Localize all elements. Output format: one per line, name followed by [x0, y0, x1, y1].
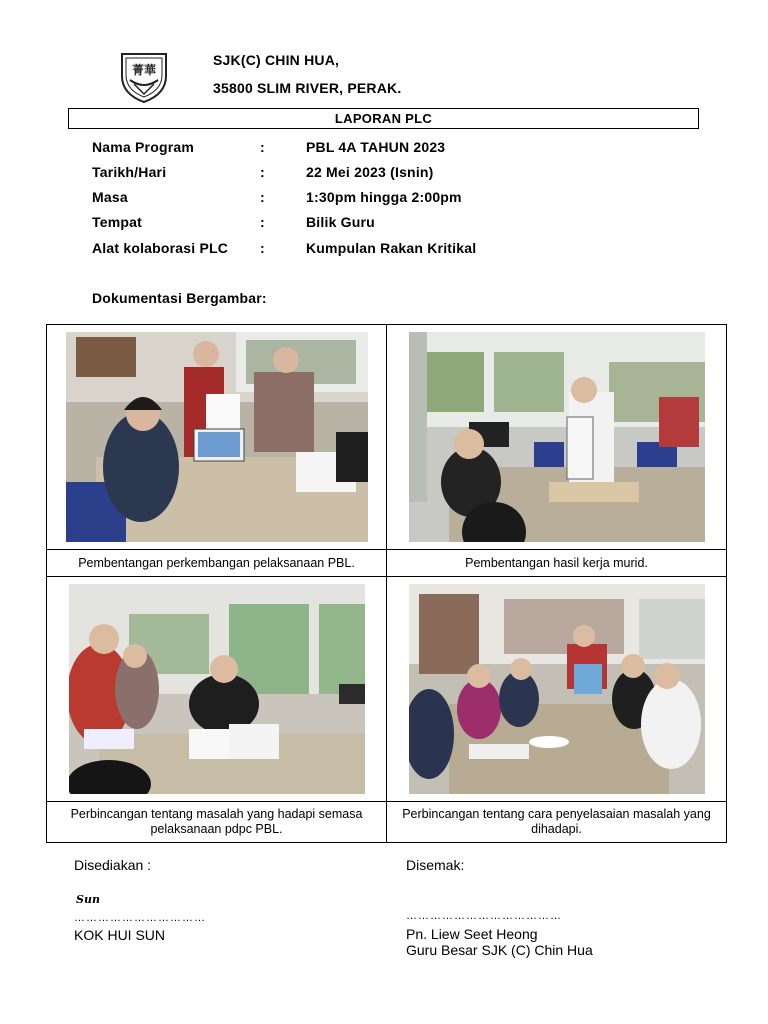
signature-line: ……………………………: [74, 912, 206, 924]
info-label: Nama Program: [92, 139, 194, 155]
photo-caption: Pembentangan perkembangan pelaksanaan PBL.: [47, 550, 387, 577]
info-value: PBL 4A TAHUN 2023: [306, 139, 446, 155]
checked-by-label: Disemak:: [406, 857, 465, 873]
info-value: Bilik Guru: [306, 214, 375, 230]
info-label: Tarikh/Hari: [92, 164, 167, 180]
preparer-name: KOK HUI SUN: [74, 927, 166, 943]
report-title: LAPORAN PLC: [68, 108, 699, 129]
school-crest-logo: [118, 50, 170, 104]
photo-cell: [387, 325, 727, 550]
handwritten-signature: Sun: [76, 893, 100, 906]
photo-cell: [47, 325, 387, 550]
photo-cell: [387, 577, 727, 802]
info-label: Masa: [92, 189, 128, 205]
info-label: Tempat: [92, 214, 142, 230]
prepared-by-label: Disediakan :: [74, 857, 152, 873]
info-value: Kumpulan Rakan Kritikal: [306, 240, 477, 256]
school-name: SJK(C) CHIN HUA,: [213, 52, 340, 68]
info-colon: :: [260, 139, 265, 155]
crest-text: 菁華: [131, 63, 157, 77]
info-colon: :: [260, 240, 265, 256]
photo-cell: [47, 577, 387, 802]
photo-student-work-presentation: [409, 332, 705, 542]
checker-name: Pn. Liew Seet Heong: [406, 926, 538, 942]
info-colon: :: [260, 164, 265, 180]
documentation-heading: Dokumentasi Bergambar:: [92, 290, 267, 306]
photo-solution-discussion: [409, 584, 705, 794]
photo-problem-discussion: [69, 584, 365, 794]
school-address: 35800 SLIM RIVER, PERAK.: [213, 80, 402, 96]
info-colon: :: [260, 214, 265, 230]
photo-caption: Perbincangan tentang cara penyelasaian masalah yang dihadapi.: [387, 802, 727, 843]
info-value: 22 Mei 2023 (Isnin): [306, 164, 434, 180]
photo-caption: Pembentangan hasil kerja murid.: [387, 550, 727, 577]
photo-caption: Perbincangan tentang masalah yang hadapi semasa pelaksanaan pdpc PBL.: [47, 802, 387, 843]
info-label: Alat kolaborasi PLC: [92, 240, 229, 256]
checker-title: Guru Besar SJK (C) Chin Hua: [406, 942, 593, 958]
photo-documentation-table: [46, 324, 727, 843]
photo-presentation-progress: [66, 332, 368, 542]
signature-line: …………………………………: [406, 910, 562, 922]
info-value: 1:30pm hingga 2:00pm: [306, 189, 462, 205]
info-colon: :: [260, 189, 265, 205]
